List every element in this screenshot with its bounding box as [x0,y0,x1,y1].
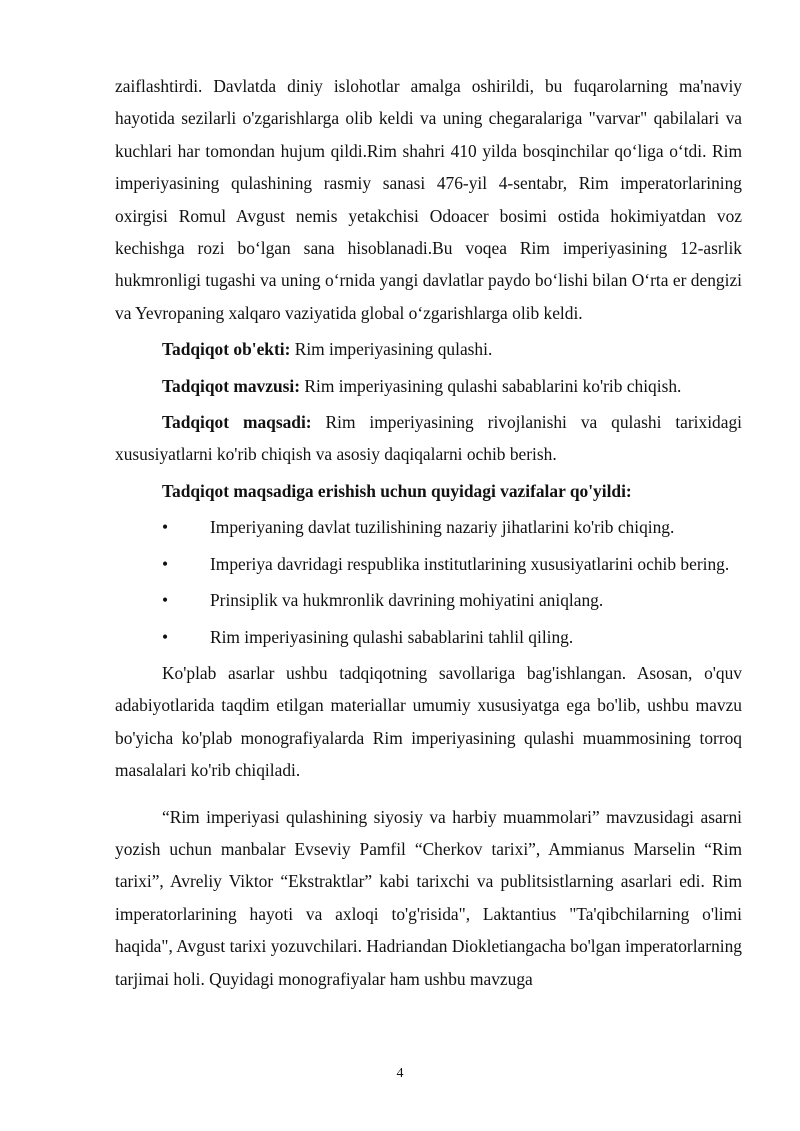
research-purpose [115,406,742,471]
research-object [115,333,742,365]
research-subject-text: Rim imperiyasining qulashi sabablarini ko'rib chiqish. [300,375,682,396]
list-item-text: Imperiyaning davlat tuzilishining nazariy jihatlarini ko'rib chiqing. [210,517,675,538]
research-object-text: Rim imperiyasining qulashi. [290,339,493,360]
tasks-heading-text: Tadqiqot maqsadiga erishish uchun quyidagi vazifalar qo'yildi: [162,480,632,501]
bullet-icon: • [162,590,169,611]
list-item [115,584,742,616]
intro-paragraph: zaiflashtirdi. Davlatda diniy islohotlar amalga oshirildi, bu fuqarolarning ma'naviy hayotida sezilarli o'zgarishlarga olib keldi va uning chegaralariga "varvar" qabilalari va kuchlari har tomondan hujum qildi.Rim shahri 410 yilda bosqinchilar qo‘liga o‘tdi. Rim imperiyasining qulashining rasmiy sanasi 476-yil 4-sentabr, Rim imperatorlarining oxirgisi Romul Avgust nemis yetakchisi Odoacer bosimi ostida hokimiyatdan voz kechishga rozi bo‘lgan sana hisoblanadi.Bu voqea Rim imperiyasining 12-asrlik hukmronligi tugashi va uning o‘rnida yangi davlatlar paydo bo‘lishi bilan O‘rta er dengizi va Yevropaning xalqaro vaziyatida global o‘zgarishlarga olib keldi. [115,76,742,323]
tasks-heading [115,475,742,507]
list-item [115,511,742,543]
bullet-icon: • [162,553,169,574]
research-subject-label: Tadqiqot mavzusi: [162,375,301,396]
literature-paragraph: Ko'plab asarlar ushbu tadqiqotning savollariga bag'ishlangan. Asosan, o'quv adabiyotlarida taqdim etilgan materiallar umumiy xususiyatga ega bo'lib, ushbu mavzu bo'yicha ko'plab monografiyalarda Rim imperiyasining qulashi muammosining torroq masalalari ko'rib chiqiladi. [115,662,742,781]
list-item-text: Prinsiplik va hukmronlik davrining mohiyatini aniqlang. [210,590,604,611]
page-number: 4 [396,1066,404,1081]
research-purpose-text: Rim imperiyasining rivojlanishi va qulashi tarixidagi xususiyatlarni ko'rib chiqish va asosiy daqiqalarni ochib berish. [115,412,742,465]
list-item [115,548,742,580]
document-page [115,70,742,999]
list-item [115,621,742,653]
list-item-text: Rim imperiyasining qulashi sabablarini tahlil qiling. [210,626,574,647]
research-purpose-label: Tadqiqot maqsadi: [162,412,312,433]
bullet-icon: • [162,626,169,647]
research-subject [115,370,742,402]
sources-paragraph: “Rim imperiyasi qulashining siyosiy va harbiy muammolari” mavzusidagi asarni yozish uchun manbalar Evseviy Pamfil “Cherkov tarixi”, Ammianus Marselin “Rim tarixi”, Avreliy Viktor “Ekstraktlar” kabi tarixchi va publitsistlarning asarlari edi. Rim imperatorlarining hayoti va axloqi to'g'risida", Laktantius "Ta'qibchilarning o'limi haqida", Avgust tarixi yozuvchilari. Hadriandan Diokletiangacha bo'lgan imperatorlarning tarjimai holi. Quyidagi monografiyalar ham ushbu mavzuga [115,806,742,989]
research-object-label: Tadqiqot ob'ekti: [162,339,291,360]
list-item-text: Imperiya davridagi respublika institutlarining xususiyatlarini ochib bering. [210,553,730,574]
bullet-icon: • [162,517,169,538]
